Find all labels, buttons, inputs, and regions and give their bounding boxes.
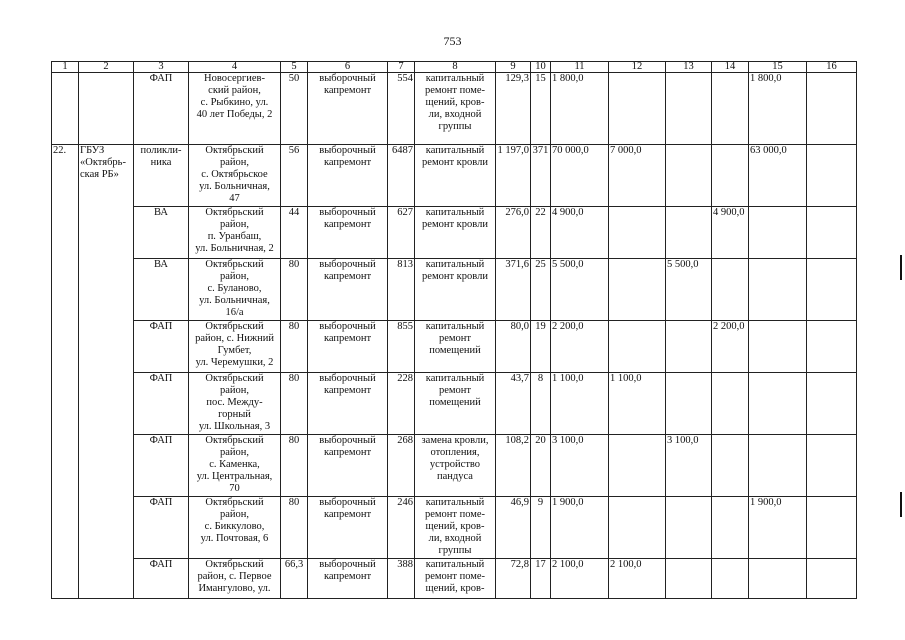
year-cost-cell: 1 900,0	[749, 497, 807, 559]
year-cost-cell	[712, 497, 749, 559]
table-row	[52, 207, 857, 259]
total-cost-cell: 70 000,0	[551, 145, 609, 207]
wear-cell: 80	[281, 435, 308, 497]
total-cost-cell: 3 100,0	[551, 435, 609, 497]
volume-cell: 43,7	[496, 373, 531, 435]
facility-type-cell: ФАП	[134, 497, 189, 559]
volume-cell: 371,6	[496, 259, 531, 321]
area-cell: 554	[388, 73, 415, 145]
table-row	[52, 321, 857, 373]
repair-kind-cell	[308, 435, 388, 497]
repair-kind-cell	[308, 373, 388, 435]
wear-cell: 44	[281, 207, 308, 259]
table-row	[52, 259, 857, 321]
wear-cell: 80	[281, 373, 308, 435]
cell-line: группы	[438, 121, 472, 132]
address-cell	[189, 73, 281, 145]
facility-type-cell: ВА	[134, 207, 189, 259]
cell-line: 70	[229, 483, 240, 494]
scan-edge-mark	[900, 255, 902, 280]
area-cell: 228	[388, 373, 415, 435]
address-cell	[189, 373, 281, 435]
works-cell	[415, 497, 496, 559]
column-number-9: 9	[496, 62, 531, 73]
volume-cell: 108,2	[496, 435, 531, 497]
cell-line: выборочный	[319, 497, 376, 508]
year-cost-cell	[609, 435, 666, 497]
cell-line: горный	[218, 409, 251, 420]
repair-kind-cell	[308, 321, 388, 373]
wear-cell: 80	[281, 259, 308, 321]
qty-cell: 8	[531, 373, 551, 435]
cell-line: ли, входной	[428, 533, 482, 544]
address-cell	[189, 207, 281, 259]
cell-line: ремонт кровли	[422, 271, 488, 282]
cell-line: ника	[150, 157, 172, 168]
cell-line: «Октябрь-	[80, 157, 126, 168]
cell-line: капремонт	[323, 85, 372, 96]
repair-kind-cell	[308, 497, 388, 559]
cell-line: Октябрьский	[205, 559, 264, 570]
year-cost-cell: 2 200,0	[712, 321, 749, 373]
works-cell	[415, 73, 496, 145]
repair-kind-cell	[308, 73, 388, 145]
cell-line: выборочный	[319, 559, 376, 570]
cell-line: 40 лет Победы, 2	[196, 109, 273, 120]
cell-line: капремонт	[323, 571, 372, 582]
cell-line: выборочный	[319, 259, 376, 270]
cell-line: ул. Почтовая, 6	[200, 533, 269, 544]
repair-kind-cell	[308, 145, 388, 207]
cell-line: п. Уранбаш,	[207, 231, 262, 242]
cell-line: 16/а	[225, 307, 244, 318]
year-cost-cell	[666, 321, 712, 373]
cell-line: помещений	[429, 397, 481, 408]
cell-line: выборочный	[319, 435, 376, 446]
qty-cell: 20	[531, 435, 551, 497]
works-cell	[415, 145, 496, 207]
cell-line: район,	[219, 271, 250, 282]
column-number-6: 6	[308, 62, 388, 73]
cell-line: район,	[219, 219, 250, 230]
cell-line: группы	[438, 545, 472, 556]
facility-type-cell: ФАП	[134, 321, 189, 373]
cell-line: капремонт	[323, 447, 372, 458]
cell-line: капитальный	[425, 373, 485, 384]
cell-line: ул. Больничная, 2	[195, 243, 274, 254]
repair-table	[51, 61, 857, 599]
table-row	[52, 559, 857, 599]
facility-type-cell: ФАП	[134, 435, 189, 497]
cell-line: ул. Черемушки, 2	[195, 357, 274, 368]
address-cell	[189, 497, 281, 559]
cell-line: капитальный	[425, 497, 485, 508]
year-cost-cell	[712, 435, 749, 497]
scan-edge-mark	[900, 492, 902, 517]
cell-line: район, с. Нижний	[195, 333, 274, 344]
cell-line: Новосергиев-	[204, 73, 265, 84]
cell-line: отопления,	[430, 447, 480, 458]
cell-line: с. Рыбкино, ул.	[200, 97, 269, 108]
year-cost-cell	[807, 73, 857, 145]
year-cost-cell	[807, 373, 857, 435]
works-cell	[415, 321, 496, 373]
cell-line: выборочный	[319, 73, 376, 84]
column-number-5: 5	[281, 62, 308, 73]
table-row	[52, 373, 857, 435]
cell-line: ГБУЗ	[80, 145, 105, 156]
cell-line: с. Октябрьское	[201, 169, 268, 180]
cell-line: капитальный	[425, 259, 485, 270]
cell-line: ремонт	[438, 385, 471, 396]
cell-line: капремонт	[323, 219, 372, 230]
year-cost-cell	[749, 559, 807, 599]
cell-line: Октябрьский	[205, 373, 264, 384]
cell-line: поликли-	[140, 145, 182, 156]
cell-line: Имангулово, ул.	[198, 583, 271, 594]
column-number-4: 4	[189, 62, 281, 73]
volume-cell: 276,0	[496, 207, 531, 259]
column-number-13: 13	[666, 62, 712, 73]
year-cost-cell	[666, 73, 712, 145]
cell-line: капремонт	[323, 271, 372, 282]
year-cost-cell	[807, 559, 857, 599]
cell-line: ул. Центральная,	[196, 471, 273, 482]
cell-line: замена кровли,	[421, 435, 489, 446]
year-cost-cell	[666, 207, 712, 259]
year-cost-cell: 63 000,0	[749, 145, 807, 207]
address-cell	[189, 559, 281, 599]
cell-line: щений, кров-	[425, 583, 485, 594]
facility-type-cell: ФАП	[134, 373, 189, 435]
cell-line: ская РБ»	[80, 169, 119, 180]
column-number-2: 2	[79, 62, 134, 73]
table-row	[52, 497, 857, 559]
year-cost-cell: 2 100,0	[609, 559, 666, 599]
works-cell	[415, 435, 496, 497]
year-cost-cell	[666, 373, 712, 435]
qty-cell: 25	[531, 259, 551, 321]
year-cost-cell: 7 000,0	[609, 145, 666, 207]
area-cell: 813	[388, 259, 415, 321]
total-cost-cell: 1 800,0	[551, 73, 609, 145]
column-number-16: 16	[807, 62, 857, 73]
total-cost-cell: 1 100,0	[551, 373, 609, 435]
works-cell	[415, 559, 496, 599]
total-cost-cell: 5 500,0	[551, 259, 609, 321]
year-cost-cell	[807, 207, 857, 259]
cell-line: пандуса	[437, 471, 473, 482]
year-cost-cell	[749, 259, 807, 321]
qty-cell: 15	[531, 73, 551, 145]
cell-line: пос. Между-	[206, 397, 263, 408]
column-number-1: 1	[52, 62, 79, 73]
cell-line: Октябрьский	[205, 321, 264, 332]
cell-line: ремонт кровли	[422, 157, 488, 168]
column-number-15: 15	[749, 62, 807, 73]
wear-cell: 80	[281, 321, 308, 373]
cell-line: щений, кров-	[425, 97, 485, 108]
total-cost-cell: 1 900,0	[551, 497, 609, 559]
table-row	[52, 73, 857, 145]
org-name-cell	[79, 73, 134, 145]
cell-line: ремонт кровли	[422, 219, 488, 230]
cell-line: с. Биккулово,	[204, 521, 265, 532]
qty-cell: 371	[531, 145, 551, 207]
area-cell: 6487	[388, 145, 415, 207]
cell-line: с. Каменка,	[209, 459, 260, 470]
area-cell: 388	[388, 559, 415, 599]
cell-line: район,	[219, 509, 250, 520]
year-cost-cell	[609, 321, 666, 373]
cell-line: капитальный	[425, 73, 485, 84]
cell-line: ул. Больничная,	[199, 181, 270, 192]
year-cost-cell	[807, 435, 857, 497]
column-number-10: 10	[531, 62, 551, 73]
cell-line: капитальный	[425, 321, 485, 332]
cell-line: район, с. Первое	[197, 571, 272, 582]
year-cost-cell	[666, 559, 712, 599]
cell-line: Октябрьский	[205, 145, 264, 156]
year-cost-cell	[609, 73, 666, 145]
year-cost-cell	[609, 259, 666, 321]
works-cell	[415, 373, 496, 435]
volume-cell: 129,3	[496, 73, 531, 145]
column-number-12: 12	[609, 62, 666, 73]
year-cost-cell	[749, 435, 807, 497]
total-cost-cell: 2 200,0	[551, 321, 609, 373]
year-cost-cell	[807, 259, 857, 321]
cell-line: ли, входной	[428, 109, 482, 120]
cell-line: Октябрьский	[205, 207, 264, 218]
year-cost-cell	[749, 207, 807, 259]
cell-line: ремонт поме-	[424, 571, 486, 582]
works-cell	[415, 207, 496, 259]
cell-line: выборочный	[319, 207, 376, 218]
cell-line: район,	[219, 385, 250, 396]
total-cost-cell: 2 100,0	[551, 559, 609, 599]
address-cell	[189, 321, 281, 373]
table-row	[52, 145, 857, 207]
cell-line: капремонт	[323, 157, 372, 168]
year-cost-cell	[609, 497, 666, 559]
cell-line: Октябрьский	[205, 259, 264, 270]
repair-kind-cell	[308, 259, 388, 321]
cell-line: капитальный	[425, 207, 485, 218]
year-cost-cell	[749, 321, 807, 373]
year-cost-cell	[712, 73, 749, 145]
volume-cell: 80,0	[496, 321, 531, 373]
cell-line: ремонт поме-	[424, 85, 486, 96]
year-cost-cell	[666, 497, 712, 559]
org-name-cell	[79, 145, 134, 599]
wear-cell: 80	[281, 497, 308, 559]
year-cost-cell	[712, 373, 749, 435]
qty-cell: 9	[531, 497, 551, 559]
wear-cell: 50	[281, 73, 308, 145]
cell-line: капремонт	[323, 385, 372, 396]
wear-cell: 56	[281, 145, 308, 207]
cell-line: выборочный	[319, 321, 376, 332]
facility-type-cell: ВА	[134, 259, 189, 321]
cell-line: Октябрьский	[205, 497, 264, 508]
cell-line: ремонт поме-	[424, 509, 486, 520]
works-cell	[415, 259, 496, 321]
cell-line: капитальный	[425, 145, 485, 156]
cell-line: район,	[219, 447, 250, 458]
cell-line: щений, кров-	[425, 521, 485, 532]
area-cell: 246	[388, 497, 415, 559]
cell-line: Гумбет,	[217, 345, 252, 356]
year-cost-cell	[712, 145, 749, 207]
year-cost-cell	[807, 145, 857, 207]
area-cell: 627	[388, 207, 415, 259]
facility-type-cell: ФАП	[134, 73, 189, 145]
year-cost-cell: 5 500,0	[666, 259, 712, 321]
year-cost-cell	[712, 559, 749, 599]
column-number-3: 3	[134, 62, 189, 73]
address-cell	[189, 145, 281, 207]
year-cost-cell: 1 800,0	[749, 73, 807, 145]
facility-type-cell	[134, 145, 189, 207]
year-cost-cell	[609, 207, 666, 259]
cell-line: капитальный	[425, 559, 485, 570]
year-cost-cell	[712, 259, 749, 321]
year-cost-cell	[807, 497, 857, 559]
year-cost-cell: 1 100,0	[609, 373, 666, 435]
cell-line: ский район,	[208, 85, 261, 96]
cell-line: с. Буланово,	[207, 283, 262, 294]
year-cost-cell: 4 900,0	[712, 207, 749, 259]
repair-kind-cell	[308, 559, 388, 599]
total-cost-cell: 4 900,0	[551, 207, 609, 259]
address-cell	[189, 259, 281, 321]
area-cell: 268	[388, 435, 415, 497]
cell-line: капремонт	[323, 509, 372, 520]
cell-line: капремонт	[323, 333, 372, 344]
cell-line: помещений	[429, 345, 481, 356]
area-cell: 855	[388, 321, 415, 373]
wear-cell: 66,3	[281, 559, 308, 599]
year-cost-cell: 3 100,0	[666, 435, 712, 497]
facility-type-cell: ФАП	[134, 559, 189, 599]
cell-line: ул. Больничная,	[199, 295, 270, 306]
column-number-14: 14	[712, 62, 749, 73]
cell-line: 47	[229, 193, 240, 204]
qty-cell: 19	[531, 321, 551, 373]
qty-cell: 22	[531, 207, 551, 259]
volume-cell: 72,8	[496, 559, 531, 599]
year-cost-cell	[807, 321, 857, 373]
cell-line: ул. Школьная, 3	[198, 421, 271, 432]
cell-line: район,	[219, 157, 250, 168]
repair-kind-cell	[308, 207, 388, 259]
column-number-row	[52, 62, 857, 73]
qty-cell: 17	[531, 559, 551, 599]
row-number-cell	[52, 73, 79, 145]
table-row	[52, 435, 857, 497]
volume-cell: 46,9	[496, 497, 531, 559]
page-number: 753	[443, 34, 462, 48]
column-number-8: 8	[415, 62, 496, 73]
year-cost-cell	[749, 373, 807, 435]
column-number-7: 7	[388, 62, 415, 73]
row-number-cell: 22.	[52, 145, 79, 599]
cell-line: Октябрьский	[205, 435, 264, 446]
volume-cell: 1 197,0	[496, 145, 531, 207]
cell-line: ремонт	[438, 333, 471, 344]
cell-line: выборочный	[319, 373, 376, 384]
address-cell	[189, 435, 281, 497]
cell-line: устройство	[429, 459, 481, 470]
cell-line: выборочный	[319, 145, 376, 156]
column-number-11: 11	[551, 62, 609, 73]
year-cost-cell	[666, 145, 712, 207]
